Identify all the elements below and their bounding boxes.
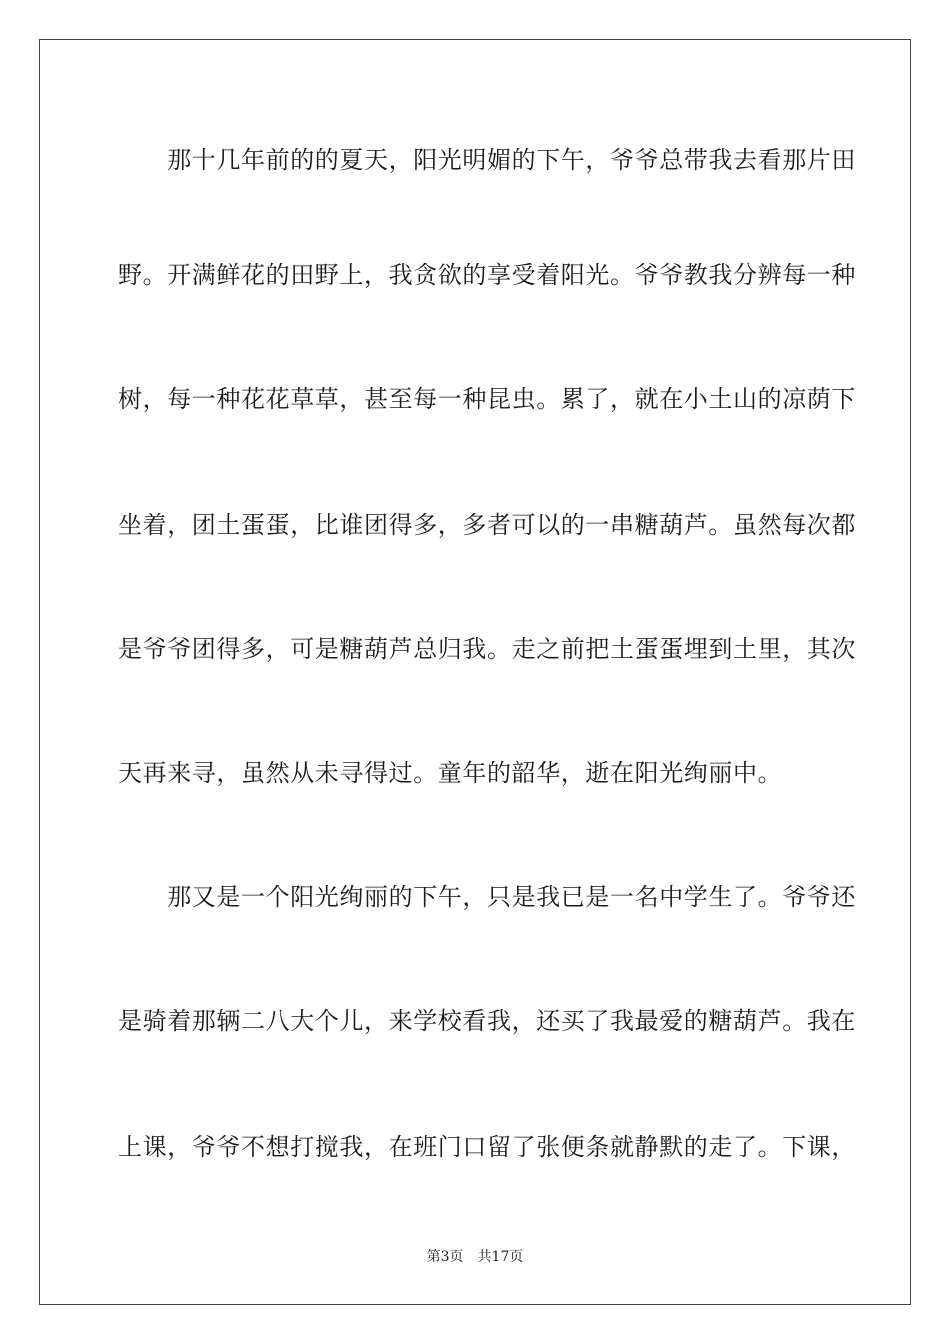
- body-line-8: 是骑着那辆二八大个儿，来学校看我，还买了我最爱的糖葫芦。我在: [118, 1007, 856, 1035]
- page-number-footer: 第3页 共17页: [426, 1249, 524, 1265]
- body-line-9: 上课，爷爷不想打搅我，在班门口留了张便条就静默的走了。下课，: [118, 1133, 856, 1161]
- page-border: [39, 39, 911, 1305]
- body-line-6: 天再来寻，虽然从未寻得过。童年的韶华，逝在阳光绚丽中。: [118, 759, 783, 787]
- body-line-2: 野。开满鲜花的田野上，我贪欲的享受着阳光。爷爷教我分辨每一种: [118, 261, 856, 289]
- body-line-3: 树，每一种花花草草，甚至每一种昆虫。累了，就在小土山的凉荫下: [118, 385, 856, 413]
- body-line-7: 那又是一个阳光绚丽的下午，只是我已是一名中学生了。爷爷还: [118, 883, 856, 911]
- body-line-4: 坐着，团土蛋蛋，比谁团得多，多者可以的一串糖葫芦。虽然每次都: [118, 511, 856, 539]
- body-line-1: 那十几年前的的夏天，阳光明媚的下午，爷爷总带我去看那片田: [118, 146, 856, 174]
- body-line-5: 是爷爷团得多，可是糖葫芦总归我。走之前把土蛋蛋埋到土里，其次: [118, 635, 856, 663]
